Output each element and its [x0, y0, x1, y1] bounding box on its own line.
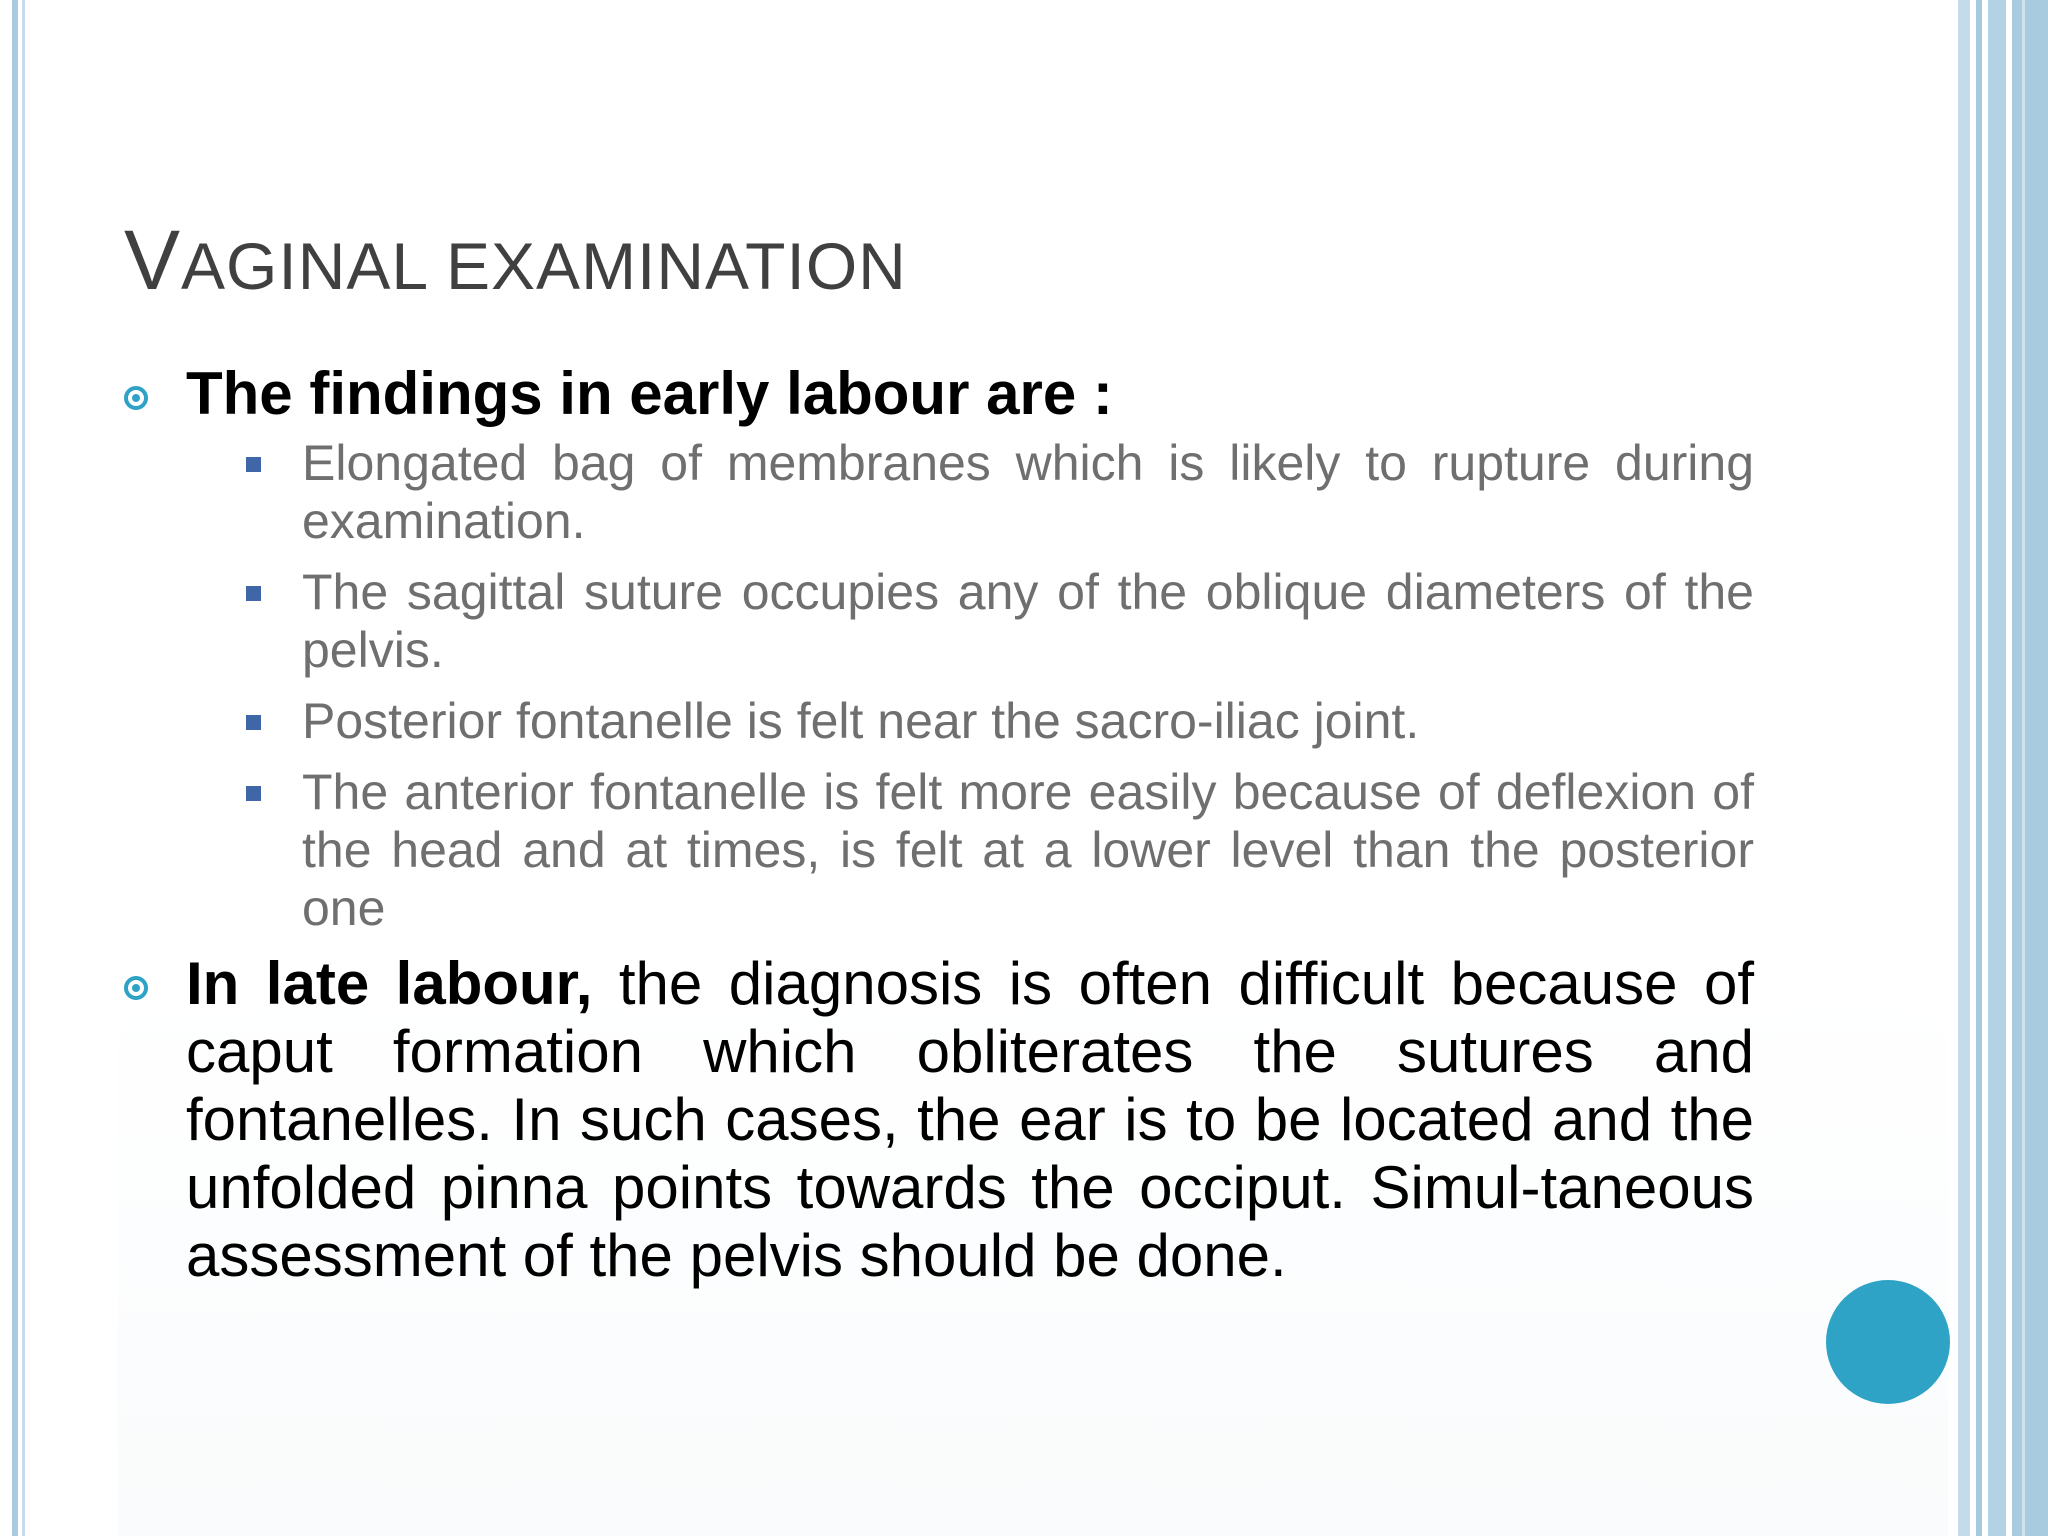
- square-bullet-icon: [246, 715, 261, 730]
- bullet-early-labour: [124, 360, 1754, 937]
- left-border-line: [12, 0, 18, 1536]
- sub-bullet-list: [186, 434, 1754, 937]
- sub-bullet-item: [186, 763, 1754, 937]
- left-border-line-inner: [22, 0, 25, 1536]
- sub-bullet-text: Posterior fontanelle is felt near the sacro-iliac joint.: [302, 693, 1420, 749]
- sub-bullet-text: The anterior fontanelle is felt more easily because of deflexion of the head and at times, is felt at a lower level than the posterior one: [302, 764, 1754, 936]
- sub-bullet-item: [186, 434, 1754, 550]
- bullet-rest: the diagnosis is often difficult because of caput formation which obliterates the sutures and fontanelles. In such cases, the ear is to be located and the unfolded pinna points towards the occiput. Simul-taneous assessment of the pelvis should be done.: [186, 950, 1755, 1289]
- right-border-stripe: [1976, 0, 1982, 1536]
- square-bullet-icon: [246, 457, 261, 472]
- slide-title: [124, 212, 907, 314]
- bullet-late-labour: [124, 950, 1754, 1290]
- sub-bullet-item: [186, 563, 1754, 679]
- bullet-lead: The findings in early labour are :: [186, 360, 1113, 427]
- decorative-circle: [1826, 1280, 1950, 1404]
- circled-dot-icon: [124, 976, 148, 1000]
- right-border-gap: [2022, 0, 2025, 1536]
- bullet-lead: In late labour,: [186, 950, 593, 1017]
- circled-dot-icon: [124, 386, 148, 410]
- title-rest: AGINAL EXAMINATION: [181, 229, 907, 303]
- square-bullet-icon: [246, 786, 261, 801]
- sub-bullet-item: [186, 692, 1754, 750]
- right-border-stripe: [1988, 0, 2006, 1536]
- slide-content: [124, 360, 1754, 1290]
- square-bullet-icon: [246, 586, 261, 601]
- sub-bullet-text: The sagittal suture occupies any of the oblique diameters of the pelvis.: [302, 564, 1754, 678]
- title-initial: V: [124, 213, 182, 307]
- sub-bullet-text: Elongated bag of membranes which is likely to rupture during examination.: [302, 435, 1754, 549]
- right-border-stripe: [2012, 0, 2048, 1536]
- right-border-stripe: [1958, 0, 1970, 1536]
